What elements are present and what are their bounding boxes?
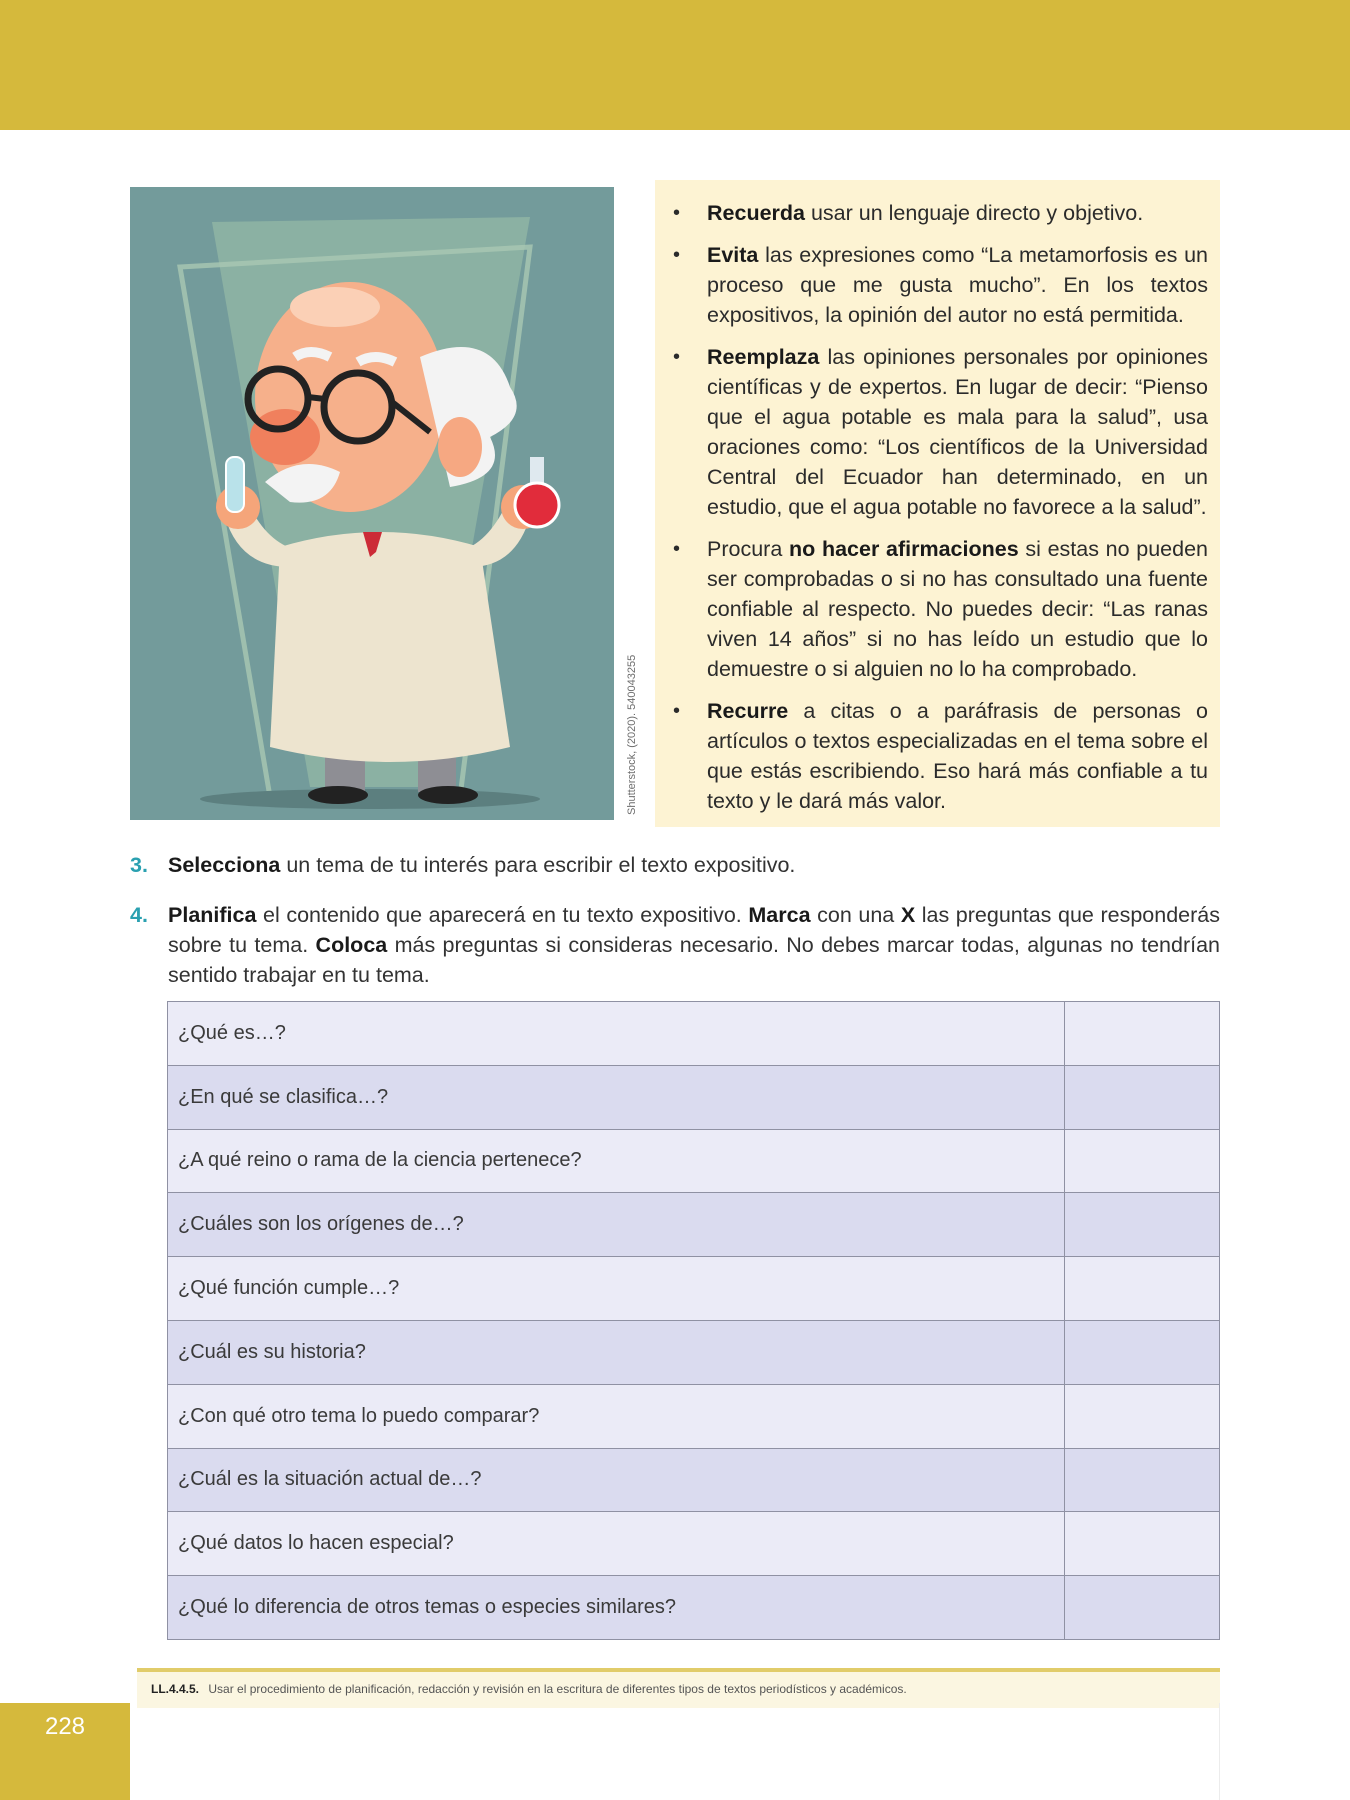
instruction-3: 3. Selecciona un tema de tu interés para escribir el texto expositivo. (130, 850, 1220, 880)
mark-cell[interactable] (1065, 1002, 1220, 1066)
table-row (168, 1257, 1220, 1321)
question-cell: ¿Con qué otro tema lo puedo comparar? (168, 1384, 1065, 1448)
table-row (168, 1129, 1220, 1193)
image-credit: Shutterstock, (2020). 540043255 (626, 654, 638, 815)
instruction-number: 3. (130, 853, 148, 877)
tips-list (669, 198, 1208, 816)
curriculum-code: LL.4.4.5. (151, 1682, 200, 1696)
question-cell: ¿Cuál es su historia? (168, 1320, 1065, 1384)
question-cell: ¿En qué se clasifica…? (168, 1065, 1065, 1129)
page-number-box (0, 1703, 130, 1800)
tips-box (655, 180, 1220, 827)
page-number: 228 (44, 1713, 86, 1740)
table-row (168, 1512, 1220, 1576)
table-row (168, 1576, 1220, 1640)
instruction-4: 4. Planifica el contenido que aparecerá en tu texto expositivo. Marca con una X las preguntas que responderás sobre tu tema. Coloca más preguntas si consideras necesario. No debes marcar todas, algunas no tendrían sentido trabajar en tu tema. (130, 900, 1220, 990)
question-cell: ¿Qué lo diferencia de otros temas o especies similares? (168, 1576, 1065, 1640)
curriculum-text: Usar el procedimiento de planificación, redacción y revisión en la escritura de diferentes tipos de textos periodísticos y académicos. (208, 1682, 907, 1696)
mark-cell[interactable] (1065, 1448, 1220, 1512)
table-row (168, 1193, 1220, 1257)
question-cell: ¿Cuál es la situación actual de…? (168, 1448, 1065, 1512)
question-cell: ¿A qué reino o rama de la ciencia pertenece? (168, 1129, 1065, 1193)
mark-cell[interactable] (1065, 1384, 1220, 1448)
table-row (168, 1320, 1220, 1384)
mark-cell[interactable] (1065, 1576, 1220, 1640)
question-cell: ¿Qué datos lo hacen especial? (168, 1512, 1065, 1576)
curriculum-footer (137, 1672, 1220, 1708)
mark-cell[interactable] (1065, 1065, 1220, 1129)
questions-table (167, 1001, 1220, 1640)
bullet-icon: • (673, 538, 681, 560)
bullet-icon: • (673, 244, 681, 266)
tip-item: • Recuerda usar un lenguaje directo y objetivo. (669, 198, 1208, 228)
tip-item: • Procura no hacer afirmaciones si estas no pueden ser comprobadas o si no has consultado una fuente confiable al respecto. No puedes decir: “Las ranas viven 14 años” si no has leído un estudio que lo demuestre o si alguien no lo ha comprobado. (669, 534, 1208, 684)
table-row (168, 1002, 1220, 1066)
tip-item: • Evita las expresiones como “La metamorfosis es un proceso que me gusta mucho”. En los textos expositivos, la opinión del autor no está permitida. (669, 240, 1208, 330)
tip-item: • Reemplaza las opiniones personales por opiniones científicas y de expertos. En lugar de decir: “Pienso que el agua potable es mala para la salud”, usa oraciones como: “Los científicos de la Universidad Central del Ecuador han determinado, en un estudio, que el agua potable no favorece a la salud”. (669, 342, 1208, 522)
tip-item: • Recurre a citas o a paráfrasis de personas o artículos o textos especializadas en el tema sobre el que estás escribiendo. Eso hará más confiable a tu texto y le dará más valor. (669, 696, 1208, 816)
table-row (168, 1384, 1220, 1448)
instruction-number: 4. (130, 903, 148, 927)
mark-cell[interactable] (1065, 1129, 1220, 1193)
question-cell: ¿Cuáles son los orígenes de…? (168, 1193, 1065, 1257)
question-cell: ¿Qué función cumple…? (168, 1257, 1065, 1321)
bullet-icon: • (673, 202, 681, 224)
bullet-icon: • (673, 346, 681, 368)
top-color-band (0, 0, 1350, 130)
mark-cell[interactable] (1065, 1512, 1220, 1576)
page-edge-line (1219, 1703, 1220, 1800)
table-row (168, 1065, 1220, 1129)
mark-cell[interactable] (1065, 1320, 1220, 1384)
mark-cell[interactable] (1065, 1193, 1220, 1257)
table-row (168, 1448, 1220, 1512)
bullet-icon: • (673, 700, 681, 722)
mark-cell[interactable] (1065, 1257, 1220, 1321)
scientist-illustration (130, 187, 614, 820)
question-cell: ¿Qué es…? (168, 1002, 1065, 1066)
